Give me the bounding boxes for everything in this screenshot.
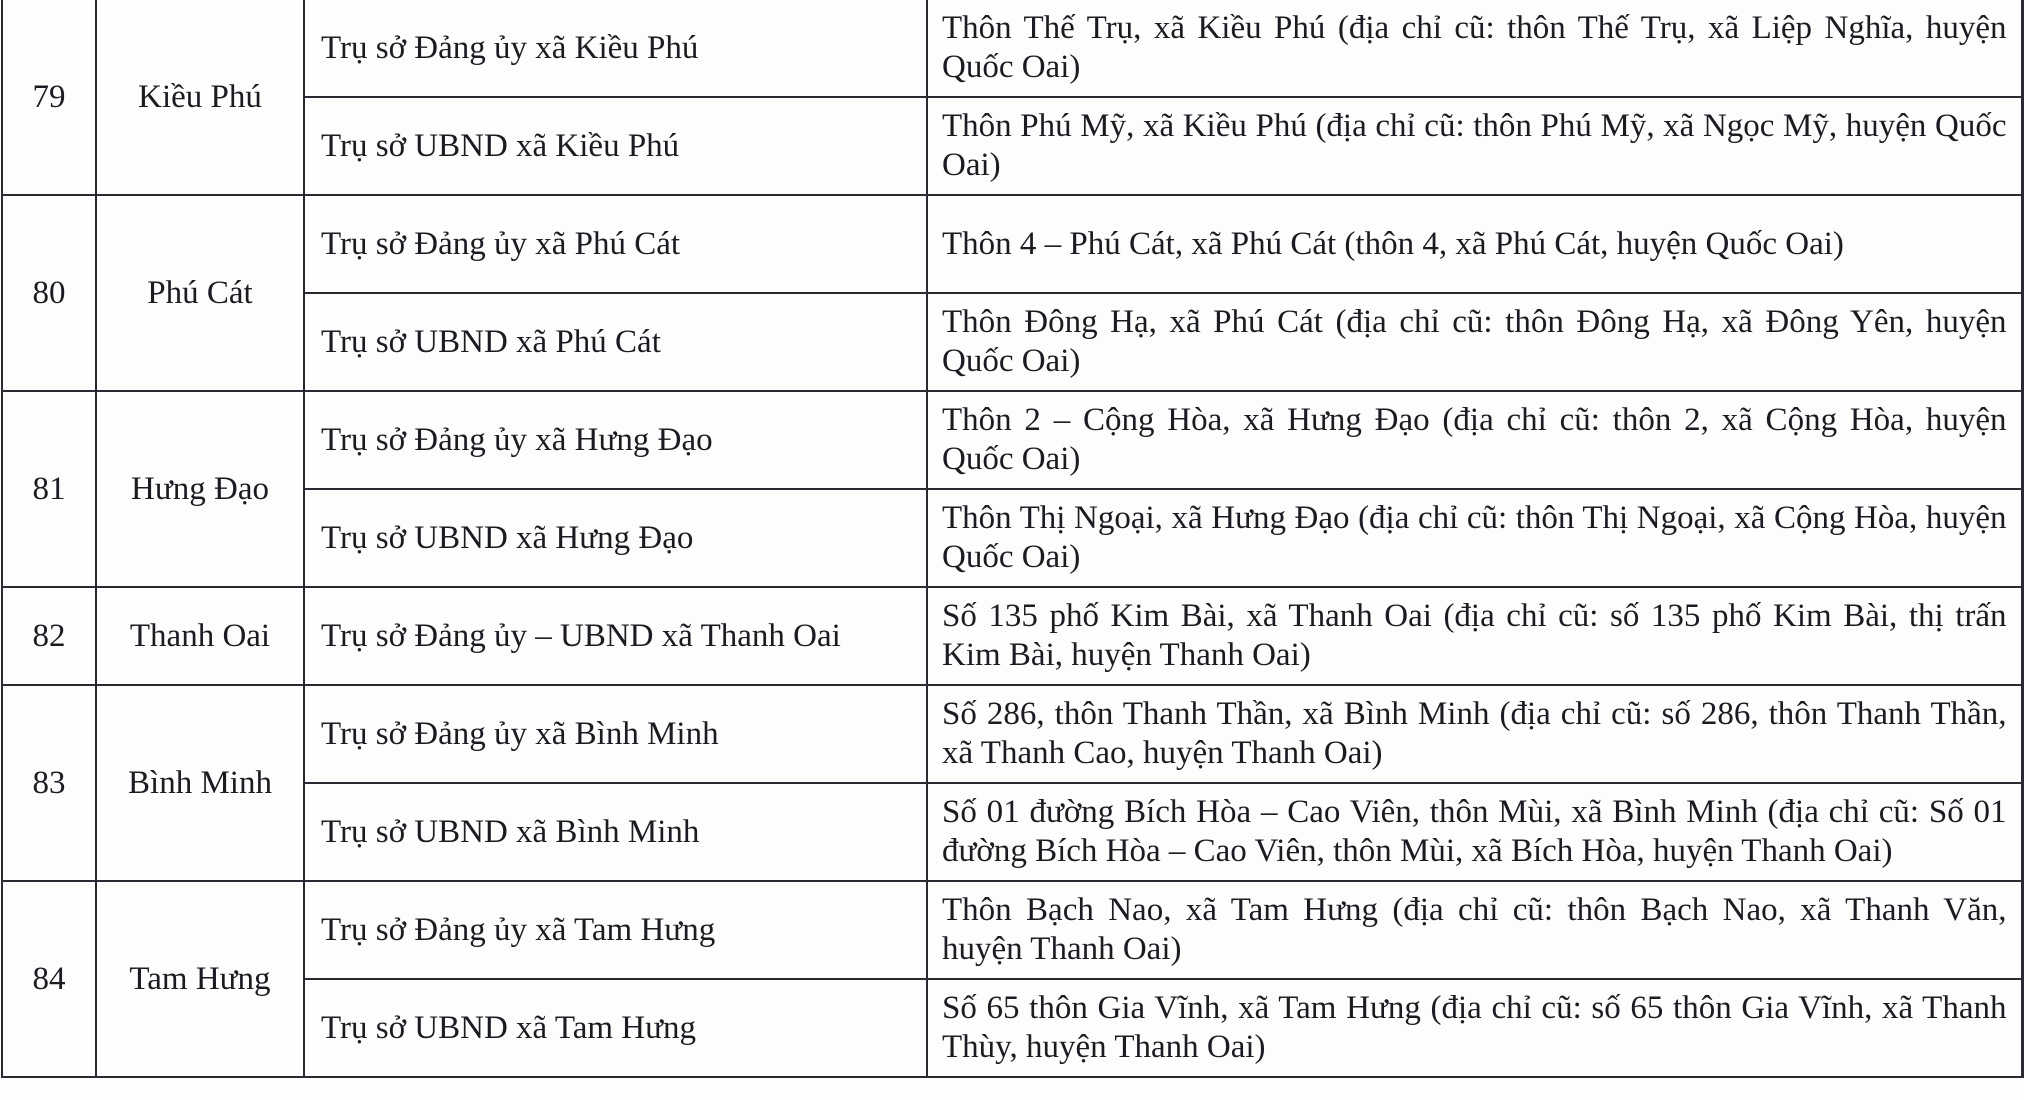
office-address: Thôn Phú Mỹ, xã Kiều Phú (địa chỉ cũ: thôn Phú Mỹ, xã Ngọc Mỹ, huyện Quốc Oai) [927,97,2022,195]
office-address: Số 65 thôn Gia Vĩnh, xã Tam Hưng (địa chỉ cũ: số 65 thôn Gia Vĩnh, xã Thanh Thùy, huyện Thanh Oai) [927,979,2022,1077]
row-number: 79 [2,0,96,195]
table-row [2,881,2022,979]
office-name: Trụ sở Đảng ủy – UBND xã Thanh Oai [304,587,927,685]
office-name: Trụ sở UBND xã Hưng Đạo [304,489,927,587]
table-row [2,97,2022,195]
office-name: Trụ sở Đảng ủy xã Hưng Đạo [304,391,927,489]
commune-name: Thanh Oai [96,587,304,685]
table-row [2,195,2022,293]
office-name: Trụ sở Đảng ủy xã Kiều Phú [304,0,927,97]
row-number: 81 [2,391,96,587]
commune-name: Kiều Phú [96,0,304,195]
office-address-table [1,0,2024,1078]
office-address: Thôn Thị Ngoại, xã Hưng Đạo (địa chỉ cũ: thôn Thị Ngoại, xã Cộng Hòa, huyện Quốc Oai) [927,489,2022,587]
office-address: Thôn Đông Hạ, xã Phú Cát (địa chỉ cũ: thôn Đông Hạ, xã Đông Yên, huyện Quốc Oai) [927,293,2022,391]
commune-name: Tam Hưng [96,881,304,1077]
row-number: 82 [2,587,96,685]
office-address: Thôn Bạch Nao, xã Tam Hưng (địa chỉ cũ: thôn Bạch Nao, xã Thanh Văn, huyện Thanh Oai) [927,881,2022,979]
table-row [2,489,2022,587]
row-number: 83 [2,685,96,881]
office-name: Trụ sở Đảng ủy xã Tam Hưng [304,881,927,979]
office-name: Trụ sở UBND xã Bình Minh [304,783,927,881]
office-name: Trụ sở UBND xã Tam Hưng [304,979,927,1077]
row-number: 80 [2,195,96,391]
office-name: Trụ sở UBND xã Kiều Phú [304,97,927,195]
table-row [2,979,2022,1077]
office-name: Trụ sở Đảng ủy xã Phú Cát [304,195,927,293]
commune-name: Bình Minh [96,685,304,881]
table-row [2,587,2022,685]
commune-name: Hưng Đạo [96,391,304,587]
table-row [2,0,2022,97]
table-row [2,293,2022,391]
office-address: Số 01 đường Bích Hòa – Cao Viên, thôn Mùi, xã Bình Minh (địa chỉ cũ: Số 01 đường Bích Hòa – Cao Viên, thôn Mùi, xã Bích Hòa, huyện Thanh Oai) [927,783,2022,881]
office-name: Trụ sở Đảng ủy xã Bình Minh [304,685,927,783]
table-row [2,783,2022,881]
office-address: Số 286, thôn Thanh Thần, xã Bình Minh (địa chỉ cũ: số 286, thôn Thanh Thần, xã Thanh Cao, huyện Thanh Oai) [927,685,2022,783]
office-name: Trụ sở UBND xã Phú Cát [304,293,927,391]
office-address: Thôn 4 – Phú Cát, xã Phú Cát (thôn 4, xã Phú Cát, huyện Quốc Oai) [927,195,2022,293]
table-row [2,391,2022,489]
table-row [2,685,2022,783]
office-address: Thôn Thế Trụ, xã Kiều Phú (địa chỉ cũ: thôn Thế Trụ, xã Liệp Nghĩa, huyện Quốc Oai) [927,0,2022,97]
commune-name: Phú Cát [96,195,304,391]
office-address: Thôn 2 – Cộng Hòa, xã Hưng Đạo (địa chỉ cũ: thôn 2, xã Cộng Hòa, huyện Quốc Oai) [927,391,2022,489]
office-address: Số 135 phố Kim Bài, xã Thanh Oai (địa chỉ cũ: số 135 phố Kim Bài, thị trấn Kim Bài, huyện Thanh Oai) [927,587,2022,685]
row-number: 84 [2,881,96,1077]
